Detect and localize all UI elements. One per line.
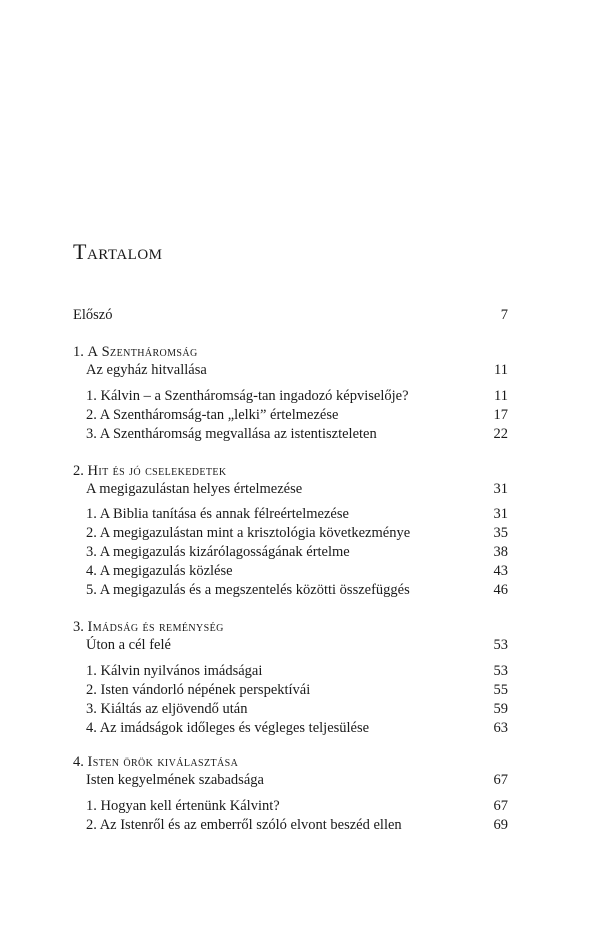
chapter-4-subtitle (73, 770, 508, 790)
toc-entry-label: Előszó (73, 307, 113, 323)
toc-entry-page: 53 (493, 637, 508, 653)
toc-entry-label: 3. Kiáltás az eljövendő után (86, 701, 248, 717)
toc-entry-label: 3. A megigazulás kizárólagosságának értelme (86, 544, 350, 560)
toc-entry (73, 405, 508, 425)
chapter-number: 1. (73, 344, 84, 360)
toc-entry (73, 718, 508, 738)
toc-entry-label: 3. A Szentháromság megvallása az istentiszteleten (86, 426, 377, 442)
chapter-4-heading (73, 752, 508, 772)
chapter-number: 2. (73, 463, 84, 479)
chapter-title: A Szentháromság (87, 344, 198, 360)
chapter-2-heading (73, 461, 508, 481)
toc-entry-page: 11 (494, 388, 508, 404)
toc-entry-label: 4. A megigazulás közlése (86, 563, 233, 579)
chapter-subtitle: Úton a cél felé (86, 637, 171, 653)
toc-entry-page: 46 (493, 582, 508, 598)
toc-entry-page: 7 (500, 307, 508, 323)
toc-entry-page: 55 (493, 682, 508, 698)
toc-entry-page: 22 (493, 426, 508, 442)
toc-entry-label: 2. A megigazulástan mint a krisztológia következménye (86, 525, 411, 541)
toc-entry (73, 661, 508, 681)
chapter-title: Imádság és reménység (87, 619, 224, 635)
chapter-2-subtitle (73, 479, 508, 499)
toc-entry (73, 796, 508, 816)
table-of-contents (73, 0, 508, 927)
toc-entry-label: 2. A Szentháromság-tan „lelki” értelmezése (86, 407, 339, 423)
toc-entry-label: 5. A megigazulás és a megszentelés közötti összefüggés (86, 582, 410, 598)
toc-entry-label: 2. Isten vándorló népének perspektívái (86, 682, 311, 698)
toc-entry-page: 35 (493, 525, 508, 541)
chapter-3-heading (73, 617, 508, 637)
toc-entry (73, 561, 508, 581)
toc-entry-label: 2. Az Istenről és az emberről szóló elvont beszéd ellen (86, 817, 402, 833)
toc-entry-label: 4. Az imádságok időleges és végleges teljesülése (86, 720, 370, 736)
page-title: Tartalom (73, 239, 163, 264)
toc-entry (73, 504, 508, 524)
toc-entry-label: 1. Hogyan kell értenünk Kálvint? (86, 798, 280, 814)
chapter-subtitle: Az egyház hitvallása (86, 362, 207, 378)
toc-entry (73, 542, 508, 562)
chapter-1-subtitle (73, 360, 508, 380)
toc-entry-page: 11 (494, 362, 508, 378)
toc-entry (73, 815, 508, 835)
toc-entry (73, 699, 508, 719)
toc-entry (73, 580, 508, 600)
chapter-number: 4. (73, 754, 84, 770)
toc-entry-foreword (73, 305, 508, 325)
chapter-1-heading (73, 342, 508, 362)
toc-entry-label: 1. Kálvin nyilvános imádságai (86, 663, 263, 679)
toc-entry-page: 59 (493, 701, 508, 717)
chapter-number: 3. (73, 619, 84, 635)
toc-entry (73, 386, 508, 406)
toc-entry-page: 43 (493, 563, 508, 579)
toc-entry (73, 424, 508, 444)
toc-entry-page: 38 (493, 544, 508, 560)
chapter-title: Hit és jó cselekedetek (87, 463, 227, 479)
toc-entry-page: 69 (493, 817, 508, 833)
toc-entry (73, 523, 508, 543)
toc-entry-label: 1. A Biblia tanítása és annak félreértelmezése (86, 506, 349, 522)
chapter-title: Isten örök kiválasztása (87, 754, 239, 770)
toc-entry-label: 1. Kálvin – a Szentháromság-tan ingadozó képviselője? (86, 388, 409, 404)
toc-entry (73, 680, 508, 700)
chapter-3-subtitle (73, 635, 508, 655)
toc-entry-page: 17 (493, 407, 508, 423)
toc-entry-page: 53 (493, 663, 508, 679)
toc-entry-page: 31 (493, 481, 508, 497)
chapter-subtitle: Isten kegyelmének szabadsága (86, 772, 264, 788)
toc-entry-page: 67 (493, 798, 508, 814)
toc-entry-page: 67 (493, 772, 508, 788)
toc-entry-page: 31 (493, 506, 508, 522)
chapter-subtitle: A megigazulástan helyes értelmezése (86, 481, 303, 497)
toc-entry-page: 63 (493, 720, 508, 736)
